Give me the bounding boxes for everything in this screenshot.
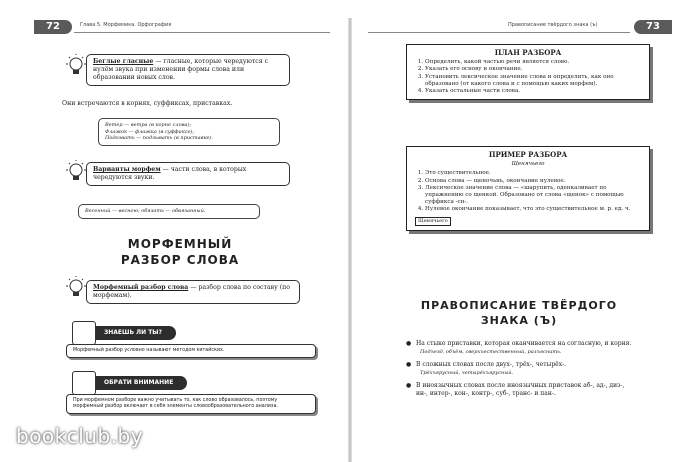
header-rule <box>74 32 330 33</box>
right-running-header: Правописание твёрдого знака (ъ) <box>508 22 598 28</box>
warning-icon <box>72 371 96 395</box>
list-item: 2. Указать его основу и окончание. <box>425 66 641 73</box>
examples-box-2: Весенний — весною; обязать — обвязанный. <box>78 204 260 219</box>
note-fleeting-vowels <box>86 54 290 86</box>
title-line: ЗНАКА (Ъ) <box>480 314 558 327</box>
term: Морфемный разбор слова <box>93 284 189 291</box>
badge-label: ОБРАТИ ВНИМАНИЕ <box>104 379 174 386</box>
did-you-know-box: Морфемный разбор условно называют методом китайских. <box>66 344 316 358</box>
site-watermark: bookclub.by <box>16 424 144 448</box>
note-morphemic-analysis <box>86 280 300 304</box>
box-title: ПРИМЕР РАЗБОРА <box>488 150 568 159</box>
rule-text: На стыке приставки, которая оканчивается на согласную, и корня. <box>416 340 632 347</box>
rule-example: Подъезд, объём, сверхъестественный, разъяснить. <box>420 349 562 355</box>
list-item: 4. Нулевое окончание показывает, что это существительное м. р. ед. ч. <box>425 206 641 213</box>
right-page <box>350 0 700 462</box>
list-item: 1. Это существительное. <box>425 170 641 177</box>
page-number-right: 73 <box>634 20 672 34</box>
list-item: 3. Установить лексическое значение слова и определить, как оно образовано (от какого слова и с помощью каких морфем). <box>425 74 641 88</box>
box-title: ПЛАН РАЗБОРА <box>494 48 562 57</box>
example-line: Флажок — флажка (в суффиксе); <box>105 128 195 135</box>
plan-list <box>415 59 641 95</box>
term: Варианты морфем <box>93 166 161 173</box>
term: Беглые гласные <box>93 58 154 65</box>
rule-example: Трёхъярусный, четырёхъярусный. <box>420 370 514 376</box>
header-rule <box>368 32 630 33</box>
badge-label: ЗНАЕШЬ ЛИ ТЫ? <box>104 329 162 336</box>
word-scheme: Щенячьего <box>415 217 451 226</box>
section-title-right <box>394 298 644 328</box>
lightbulb-icon <box>66 276 86 300</box>
title-line: МОРФЕМНЫЙ <box>127 237 233 251</box>
note-morpheme-variants <box>86 162 290 186</box>
analysis-example-box <box>406 146 650 231</box>
example-word: Щенячьего <box>511 161 545 168</box>
definition-text: — гласные, которые чередуются с нулём звука при изменении формы слова или образовании новых слов. <box>93 58 269 81</box>
rule-item <box>406 382 636 398</box>
page-number-left: 72 <box>34 20 72 34</box>
hard-sign-rules <box>406 340 636 403</box>
list-item: 2. Основа слова — щеночьнь, окончание нулевое. <box>425 178 641 185</box>
lightbulb-icon <box>66 160 86 184</box>
title-line: РАЗБОР СЛОВА <box>120 253 240 267</box>
rule-text: В иноязычных словах после иноязычных приставок аб-, ад-, диз-, ин-, интер-, кон-, контр-, суб-, транс- и пан-. <box>416 382 625 397</box>
definition-text: — разбор слова по составу (по морфемам). <box>93 284 290 299</box>
did-you-know-badge <box>76 326 176 340</box>
rule-text: В сложных словах после двух-, трёх-, четырёх-. <box>416 361 567 368</box>
examples-box-1 <box>98 118 280 146</box>
book-icon <box>72 321 96 345</box>
list-item: 3. Лексическое значение слова — «шарупить, оденкаливает по упражнению со щенкой. Образовано от слова «щенок» с помощью суффикса -сн-. <box>425 185 641 207</box>
section-title-left <box>100 236 260 268</box>
definition-text: — части слова, в которых чередуются звуки. <box>93 166 247 181</box>
example-line: Подозвать — подзывать (в приставке). <box>105 135 213 141</box>
lightbulb-icon <box>66 54 86 78</box>
paragraph: Они встречаются в корнях, суффиксах, приставках. <box>62 100 233 107</box>
example-line: Ветер — ветра (в корне слова); <box>105 122 192 128</box>
rule-item <box>406 340 636 356</box>
analysis-plan-box <box>406 44 650 100</box>
attention-badge <box>76 376 187 390</box>
left-running-header: Глава 5. Морфемика. Орфография <box>80 22 172 28</box>
example-list <box>415 170 641 213</box>
list-item: 1. Определить, какой частью речи является слово. <box>425 59 641 66</box>
title-line: ПРАВОПИСАНИЕ ТВЁРДОГО <box>420 299 618 312</box>
attention-box: При морфемном разборе важно учитывать то, как слово образовалось, поэтому морфемный разбор включает в себя элементы словообразовательного анализа. <box>66 394 316 414</box>
rule-item <box>406 361 636 377</box>
list-item: 4. Указать остальные части слова. <box>425 88 641 95</box>
